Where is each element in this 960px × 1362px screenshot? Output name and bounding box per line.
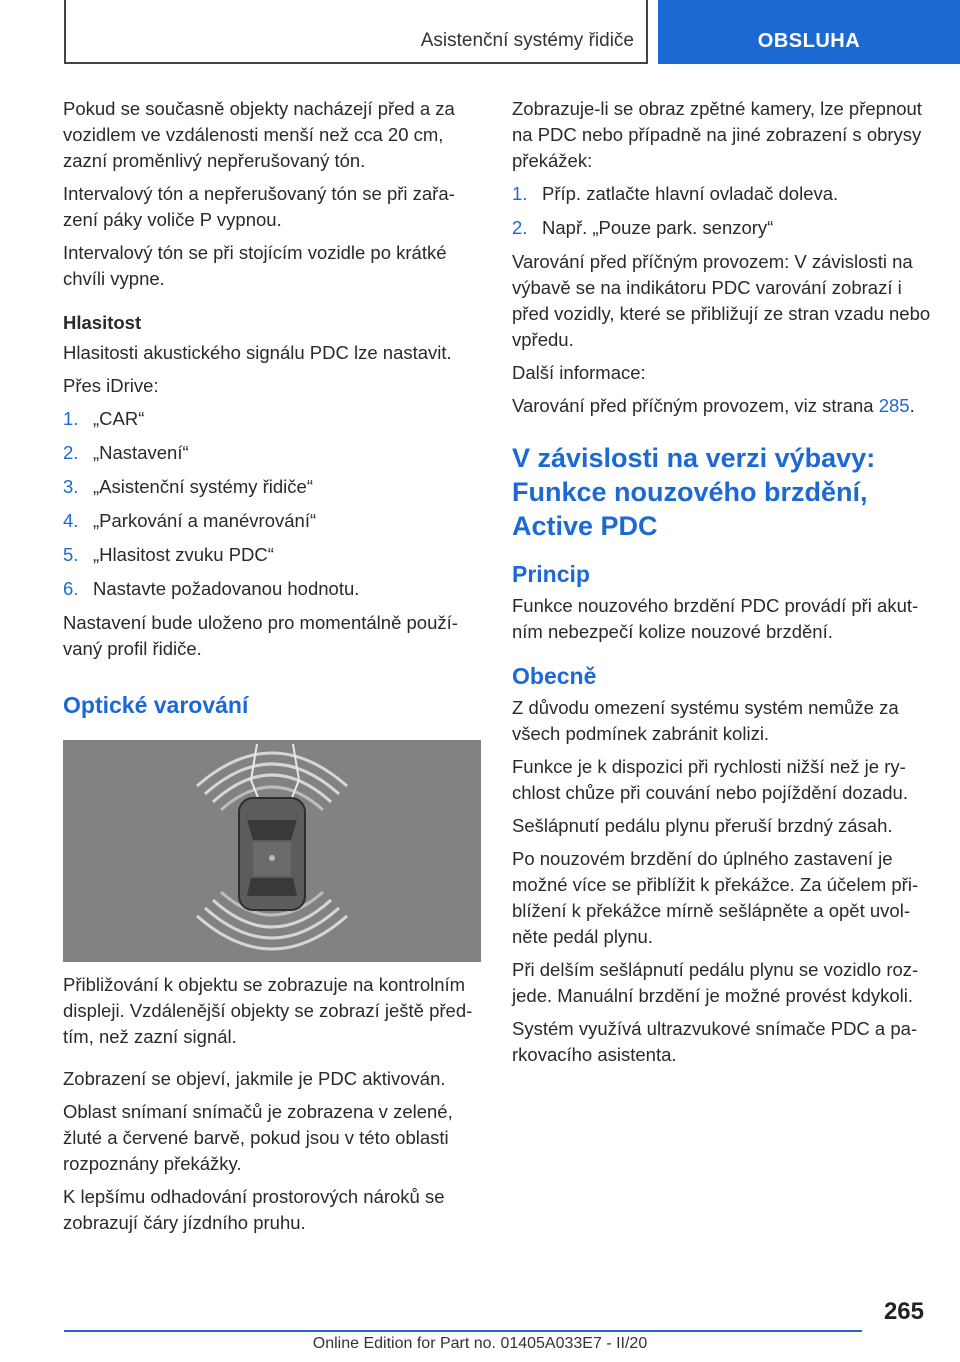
paragraph: Funkce je k dispozici při rychlosti nižší než je rychlost chůze při couvání nebo pojíždění dozadu.	[512, 756, 908, 803]
section-title: Asistenční systémy řidiče	[420, 30, 634, 51]
paragraph: Při delším sešlápnutí pedálu plynu se vozidlo rozjede. Manuální brzdění je možné provést kdykoli.	[512, 959, 919, 1006]
header-section-box	[64, 0, 648, 64]
step-item	[63, 576, 481, 602]
paragraph: Systém využívá ultrazvukové snímače PDC a parkovacího asistenta.	[512, 1018, 918, 1065]
step-item	[63, 508, 481, 534]
paragraph: Zobrazuje-li se obraz zpětné kamery, lze přepnout na PDC nebo případně na jiné zobrazení s obrysy překážek:	[512, 98, 922, 171]
paragraph: Z důvodu omezení systému systém nemůže za všech podmínek zabránit kolizi.	[512, 697, 899, 744]
heading-line: Funkce nouzového brzdění,	[512, 477, 868, 507]
paragraph: Intervalový tón se při stojícím vozidle po krátké chvíli vypne.	[63, 242, 447, 289]
step-text: „CAR“	[93, 408, 145, 429]
pdc-car-top-view-icon	[63, 740, 481, 962]
step-text: „Asistenční systémy řidiče“	[93, 476, 313, 497]
step-item	[63, 440, 481, 466]
step-item	[63, 406, 481, 432]
step-number: 4.	[63, 510, 79, 531]
reference-end: .	[909, 395, 915, 416]
paragraph: Intervalový tón a nepřerušovaný tón se při zařazení páky voliče P vypnou.	[63, 183, 455, 230]
principle-heading: Princip	[512, 561, 590, 587]
page-header	[64, 0, 960, 64]
chapter-tab-label: OBSLUHA	[757, 30, 861, 52]
camera-steps	[512, 181, 932, 241]
step-item	[512, 215, 932, 241]
paragraph: Po nouzovém brzdění do úplného zastavení je možné více se přiblížit k překážce. Za účelem přiblížení k překážce mírně sešlápněte a opět uvolněte pedál plynu.	[512, 848, 919, 947]
step-number: 2.	[512, 217, 528, 238]
step-number: 2.	[63, 442, 79, 463]
step-text: „Nastavení“	[93, 442, 189, 463]
paragraph: Nastavení bude uloženo pro momentálně používaný profil řidiče.	[63, 612, 458, 659]
heading-line: Active PDC	[512, 511, 658, 541]
step-number: 1.	[512, 183, 528, 204]
reference-text: Varování před příčným provozem, viz strana	[512, 395, 879, 416]
step-number: 1.	[63, 408, 79, 429]
paragraph: Další informace:	[512, 362, 646, 383]
volume-heading: Hlasitost	[63, 312, 142, 333]
step-item	[63, 474, 481, 500]
step-text: Nastavte požadovanou hodnotu.	[93, 578, 360, 599]
general-heading: Obecně	[512, 663, 597, 689]
paragraph: Sešlápnutí pedálu plynu přeruší brzdný zásah.	[512, 815, 893, 836]
step-item	[512, 181, 932, 207]
pdc-figure	[63, 740, 481, 962]
paragraph: Funkce nouzového brzdění PDC provádí při akutním nebezpečí kolize nouzové brzdění.	[512, 595, 919, 642]
emergency-brake-heading	[512, 441, 932, 543]
right-column	[512, 96, 932, 1075]
paragraph: Varování před příčným provozem: V závislosti na výbavě se na indikátoru PDC varování zobrazí i před vozidly, které se přibližují ze stran vzadu nebo vpředu.	[512, 251, 931, 350]
step-number: 3.	[63, 476, 79, 497]
paragraph: Zobrazení se objeví, jakmile je PDC aktivován.	[63, 1068, 446, 1089]
page-number: 265	[883, 1298, 924, 1325]
step-item	[63, 542, 481, 568]
paragraph: Pokud se současně objekty nacházejí před a za vozidlem ve vzdálenosti menší než cca 20 cm, zazní proměnlivý nepřerušovaný tón.	[63, 98, 455, 171]
page-link[interactable]: 285	[878, 395, 910, 416]
paragraph: Hlasitosti akustického signálu PDC lze nastavit.	[63, 342, 452, 363]
step-text: Příp. zatlačte hlavní ovladač doleva.	[542, 183, 839, 204]
footer-divider	[64, 1330, 862, 1332]
figure-caption: Přibližování k objektu se zobrazuje na kontrolním displeji. Vzdálenější objekty se zobrazí ještě předtím, než zazní signál.	[63, 974, 473, 1047]
left-column	[63, 96, 481, 1243]
step-number: 5.	[63, 544, 79, 565]
chapter-tab	[658, 0, 960, 64]
edition-text: Online Edition for Part no. 01405A033E7 - II/20	[312, 1335, 648, 1352]
paragraph: K lepšímu odhadování prostorových nároků se zobrazují čáry jízdního pruhu.	[63, 1186, 445, 1233]
paragraph: Přes iDrive:	[63, 375, 159, 396]
step-text: „Parkování a manévrování“	[93, 510, 317, 531]
step-number: 6.	[63, 578, 79, 599]
cross-reference	[512, 393, 932, 419]
idrive-steps	[63, 406, 481, 602]
paragraph: Oblast snímaní snímačů je zobrazena v zelené, žluté a červené barvě, pokud jsou v této oblasti rozpoznány překážky.	[63, 1101, 453, 1174]
heading-line: V závislosti na verzi výbavy:	[512, 443, 876, 473]
footer	[0, 1335, 960, 1353]
optical-warning-heading: Optické varování	[63, 692, 249, 718]
step-text: Např. „Pouze park. senzory“	[542, 217, 774, 238]
step-text: „Hlasitost zvuku PDC“	[93, 544, 274, 565]
